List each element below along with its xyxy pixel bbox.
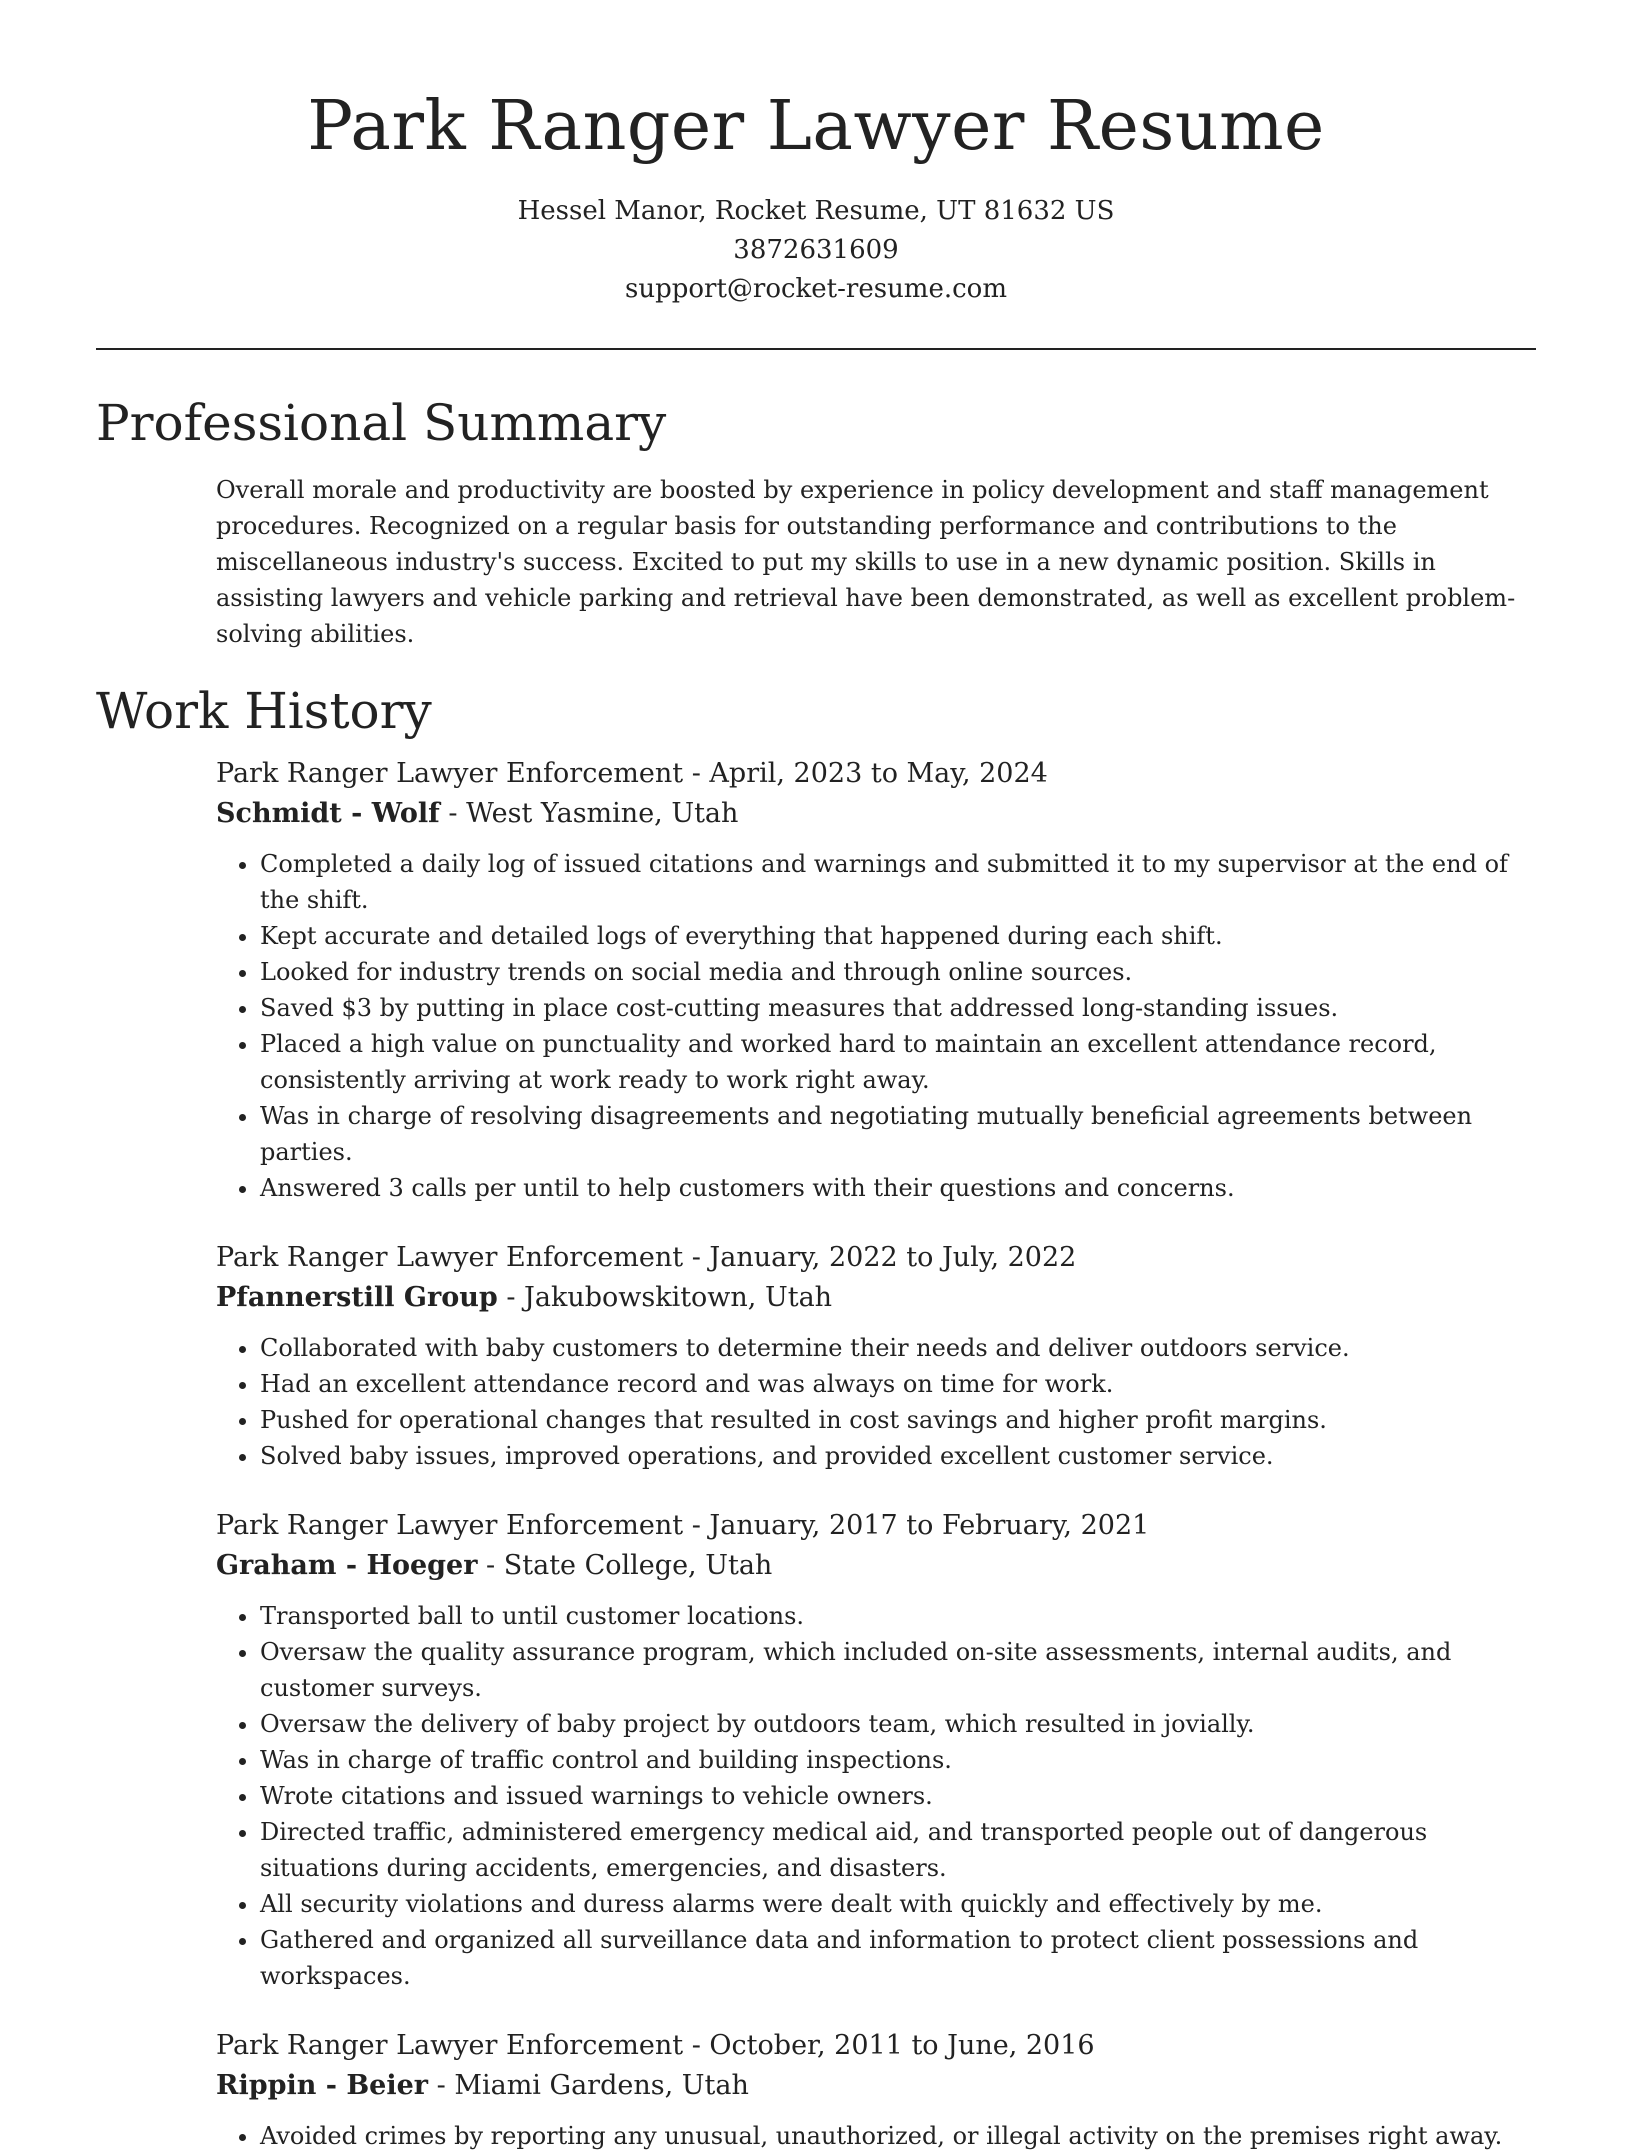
job-title: Park Ranger Lawyer Enforcement bbox=[216, 2030, 684, 2061]
job-entry bbox=[216, 754, 1536, 1206]
job-bullet: • Looked for industry trends on social media and through online sources. bbox=[260, 954, 1536, 990]
job-company-line: Graham - Hoeger - State College, Utah bbox=[216, 1550, 773, 1581]
job-bullet: • Answered 3 calls per until to help customers with their questions and concerns. bbox=[260, 1170, 1536, 1206]
job-company-line: Rippin - Beier - Miami Gardens, Utah bbox=[216, 2070, 749, 2101]
job-bullet: • Avoided crimes by reporting any unusual, unauthorized, or illegal activity on the premises right away. bbox=[260, 2118, 1536, 2154]
job-title: Park Ranger Lawyer Enforcement bbox=[216, 1510, 684, 1541]
job-bullet-list bbox=[216, 2118, 1536, 2154]
job-bullet: • Wrote citations and issued warnings to vehicle owners. bbox=[260, 1778, 1536, 1814]
job-bullet: • Pushed for operational changes that resulted in cost savings and higher profit margins. bbox=[260, 1402, 1536, 1438]
summary-heading: Professional Summary bbox=[96, 394, 667, 452]
job-dates: January, 2022 to July, 2022 bbox=[709, 1242, 1077, 1273]
job-company-line: Schmidt - Wolf - West Yasmine, Utah bbox=[216, 798, 739, 829]
job-bullet: • Was in charge of traffic control and building inspections. bbox=[260, 1742, 1536, 1778]
job-company-line: Pfannerstill Group - Jakubowskitown, Utah bbox=[216, 1282, 833, 1313]
job-bullet: • All security violations and duress alarms were dealt with quickly and effectively by me. bbox=[260, 1886, 1536, 1922]
job-title-line: Park Ranger Lawyer Enforcement - April, 2023 to May, 2024 bbox=[216, 758, 1048, 789]
job-bullet: • Collaborated with baby customers to determine their needs and deliver outdoors service. bbox=[260, 1330, 1536, 1366]
job-location: Miami Gardens, Utah bbox=[454, 2070, 749, 2101]
job-bullet: • Solved baby issues, improved operations, and provided excellent customer service. bbox=[260, 1438, 1536, 1474]
job-dates: October, 2011 to June, 2016 bbox=[709, 2030, 1095, 2061]
job-dates: January, 2017 to February, 2021 bbox=[709, 1510, 1150, 1541]
job-title-line: Park Ranger Lawyer Enforcement - January, 2022 to July, 2022 bbox=[216, 1242, 1077, 1273]
job-bullet: • Transported ball to until customer locations. bbox=[260, 1598, 1536, 1634]
job-entry bbox=[216, 1506, 1536, 1994]
contact-info bbox=[96, 192, 1536, 309]
job-bullet: • Kept accurate and detailed logs of everything that happened during each shift. bbox=[260, 918, 1536, 954]
job-company: Schmidt - Wolf bbox=[216, 798, 440, 829]
job-bullet: • Saved $3 by putting in place cost-cutting measures that addressed long-standing issues. bbox=[260, 990, 1536, 1026]
job-bullet: • Placed a high value on punctuality and worked hard to maintain an excellent attendance record, consistently arriving at work ready to work right away. bbox=[260, 1026, 1536, 1098]
job-bullet-list bbox=[216, 1598, 1536, 1994]
job-bullet: • Had an excellent attendance record and was always on time for work. bbox=[260, 1366, 1536, 1402]
job-entry bbox=[216, 1238, 1536, 1474]
job-title-line: Park Ranger Lawyer Enforcement - October, 2011 to June, 2016 bbox=[216, 2030, 1095, 2061]
resume-title: Park Ranger Lawyer Resume bbox=[307, 87, 1325, 166]
job-title-line: Park Ranger Lawyer Enforcement - January, 2017 to February, 2021 bbox=[216, 1510, 1150, 1541]
job-company: Graham - Hoeger bbox=[216, 1550, 478, 1581]
job-location: Jakubowskitown, Utah bbox=[524, 1282, 833, 1313]
job-location: West Yasmine, Utah bbox=[466, 798, 739, 829]
job-bullet: • Directed traffic, administered emergency medical aid, and transported people out of dangerous situations during accidents, emergencies, and disasters. bbox=[260, 1814, 1536, 1886]
contact-address: Hessel Manor, Rocket Resume, UT 81632 US bbox=[517, 196, 1115, 226]
resume-page bbox=[96, 0, 1536, 2154]
job-title: Park Ranger Lawyer Enforcement bbox=[216, 1242, 684, 1273]
header-divider bbox=[96, 348, 1536, 350]
job-dates: April, 2023 to May, 2024 bbox=[709, 758, 1048, 789]
summary-text: Overall morale and productivity are boosted by experience in policy development and staff management procedures. Recognized on a regular basis for outstanding performance and contributions to the miscellaneous industry's success. Excited to put my skills to use in a new dynamic position. Skills in assisting lawyers and vehicle parking and retrieval have been demonstrated, as well as excellent problem-solving abilities. bbox=[216, 476, 1516, 648]
job-title: Park Ranger Lawyer Enforcement bbox=[216, 758, 684, 789]
work-history-heading: Work History bbox=[96, 682, 432, 740]
job-bullet-list bbox=[216, 846, 1536, 1206]
contact-phone: 3872631609 bbox=[733, 235, 899, 265]
resume-header bbox=[96, 0, 1536, 309]
job-entry bbox=[216, 2026, 1536, 2154]
job-bullet: • Oversaw the delivery of baby project by outdoors team, which resulted in jovially. bbox=[260, 1706, 1536, 1742]
job-location: State College, Utah bbox=[503, 1550, 773, 1581]
contact-email: support@rocket-resume.com bbox=[624, 274, 1007, 304]
job-bullet: • Was in charge of resolving disagreements and negotiating mutually beneficial agreements between parties. bbox=[260, 1098, 1536, 1170]
job-bullet: • Oversaw the quality assurance program, which included on-site assessments, internal audits, and customer surveys. bbox=[260, 1634, 1536, 1706]
job-bullet: • Completed a daily log of issued citations and warnings and submitted it to my supervisor at the end of the shift. bbox=[260, 846, 1536, 918]
job-bullet-list bbox=[216, 1330, 1536, 1474]
job-company: Pfannerstill Group bbox=[216, 1282, 498, 1313]
job-bullet: • Gathered and organized all surveillance data and information to protect client possessions and workspaces. bbox=[260, 1922, 1536, 1994]
job-company: Rippin - Beier bbox=[216, 2070, 429, 2101]
